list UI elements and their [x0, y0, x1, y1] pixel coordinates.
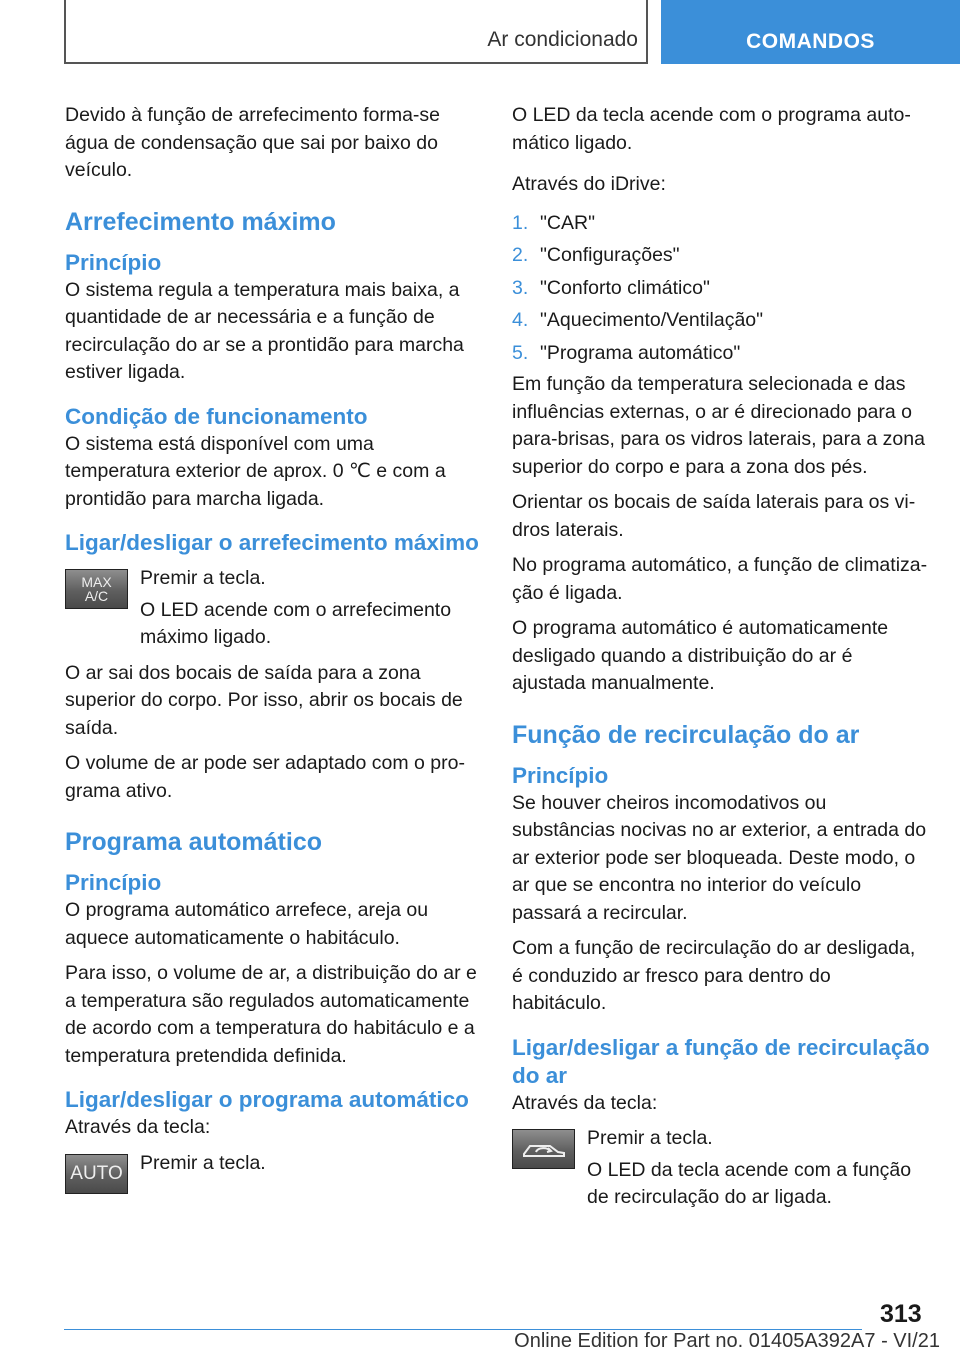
- paragraph: O sistema regula a temperatura mais baixa, a quantidade de ar necessária e a função de recirculação do ar se a prontidão para marcha estiver ligada.: [65, 278, 464, 383]
- paragraph: O LED acende com o arrefecimento máximo ligado.: [140, 598, 452, 648]
- list-item: 4. "Aquecimento/Ventilação": [512, 309, 764, 331]
- paragraph: Premir a tecla.: [587, 1127, 713, 1149]
- left-column: [65, 102, 480, 1190]
- paragraph: Devido à função de arrefecimento forma-se água de condensação que sai por baixo do veículo.: [65, 104, 441, 181]
- paragraph: Através da tecla:: [512, 1091, 658, 1114]
- max-ac-key-icon: MAX A/C: [65, 569, 128, 609]
- header-chapter-tab: COMANDOS: [661, 0, 960, 64]
- paragraph: Premir a tecla.: [140, 567, 266, 589]
- paragraph: O sistema está disponível com uma temperatura exterior de aprox. 0 ℃ e com a prontidão para marcha ligada.: [65, 432, 446, 510]
- paragraph: O volume de ar pode ser adaptado com o programa ativo.: [65, 752, 465, 802]
- auto-key-row: [65, 1150, 480, 1190]
- subheading-operating-condition: Condição de funcionamento: [65, 403, 368, 429]
- max-ac-key-row: [65, 565, 480, 652]
- subheading-principle: Princípio: [65, 870, 162, 895]
- paragraph: O ar sai dos bocais de saída para a zona superior do corpo. Por isso, abrir os bocais de saída.: [65, 661, 463, 739]
- subheading-switch-max: Ligar/desligar o arrefecimento máximo: [65, 530, 479, 555]
- heading-recirculation: Função de recirculação do ar: [512, 720, 860, 749]
- paragraph: O programa automático é automaticamente desligado quando a distribuição do ar é ajustada manualmente.: [512, 617, 889, 694]
- paragraph: Com a função de recirculação do ar desligada, é conduzido ar fresco para dentro do habitáculo.: [512, 937, 916, 1014]
- paragraph: Através do iDrive:: [512, 173, 666, 195]
- subheading-switch-auto: Ligar/desligar o programa automático: [65, 1087, 469, 1112]
- idrive-steps-list: [512, 207, 930, 370]
- list-item: 3. "Conforto climático": [512, 276, 710, 299]
- list-item: 2. "Configurações": [512, 244, 680, 266]
- paragraph: O LED da tecla acende com a função de recirculação do ar ligada.: [587, 1158, 912, 1208]
- heading-auto-program: Programa automático: [65, 828, 323, 856]
- auto-key-icon: AUTO: [65, 1154, 128, 1194]
- heading-max-cooling: Arrefecimento máximo: [65, 207, 336, 236]
- subheading-switch-recirc: Ligar/desligar a função de recirculação do ar: [512, 1034, 930, 1088]
- paragraph: Para isso, o volume de ar, a distribuição do ar e a temperatura são regulados automaticamente de acordo com a temperatura do habitáculo e a temperatura pretendida definida.: [65, 962, 477, 1067]
- recirculation-key-icon: [512, 1129, 575, 1169]
- paragraph: O LED da tecla acende com o programa automático ligado.: [512, 104, 911, 154]
- paragraph: O programa automático arrefece, areja ou aquece automaticamente o habitáculo.: [65, 899, 429, 949]
- paragraph: Através da tecla:: [65, 1116, 211, 1138]
- paragraph: Em função da temperatura selecionada e das influências externas, o ar é direcionado para o para-brisas, para os vidros laterais, para a zona superior do corpo e para a zona dos pés.: [512, 373, 925, 478]
- footer-edition: Online Edition for Part no. 01405A392A7 - VI/21: [514, 1330, 940, 1352]
- paragraph: Orientar os bocais de saída laterais para os vidros laterais.: [512, 491, 916, 541]
- paragraph: Se houver cheiros incomodativos ou substâncias nocivas no ar exterior, a entrada do ar exterior pode ser bloqueada. Deste modo, o ar que se encontra no interior do veículo passará a recircular.: [512, 791, 927, 924]
- list-item: 1. "CAR": [512, 211, 596, 234]
- paragraph: Premir a tecla.: [140, 1151, 266, 1174]
- header-section-title: Ar condicionado: [487, 28, 638, 51]
- recirculation-key-row: [512, 1125, 930, 1212]
- subheading-principle: Princípio: [65, 249, 162, 275]
- list-item: 5. "Programa automático": [512, 341, 741, 364]
- subheading-principle: Princípio: [512, 762, 609, 788]
- car-recirculation-icon: [520, 1138, 568, 1160]
- paragraph: No programa automático, a função de climatização é ligada.: [512, 554, 928, 604]
- right-column: [512, 102, 930, 1220]
- page-number: 313: [880, 1300, 922, 1328]
